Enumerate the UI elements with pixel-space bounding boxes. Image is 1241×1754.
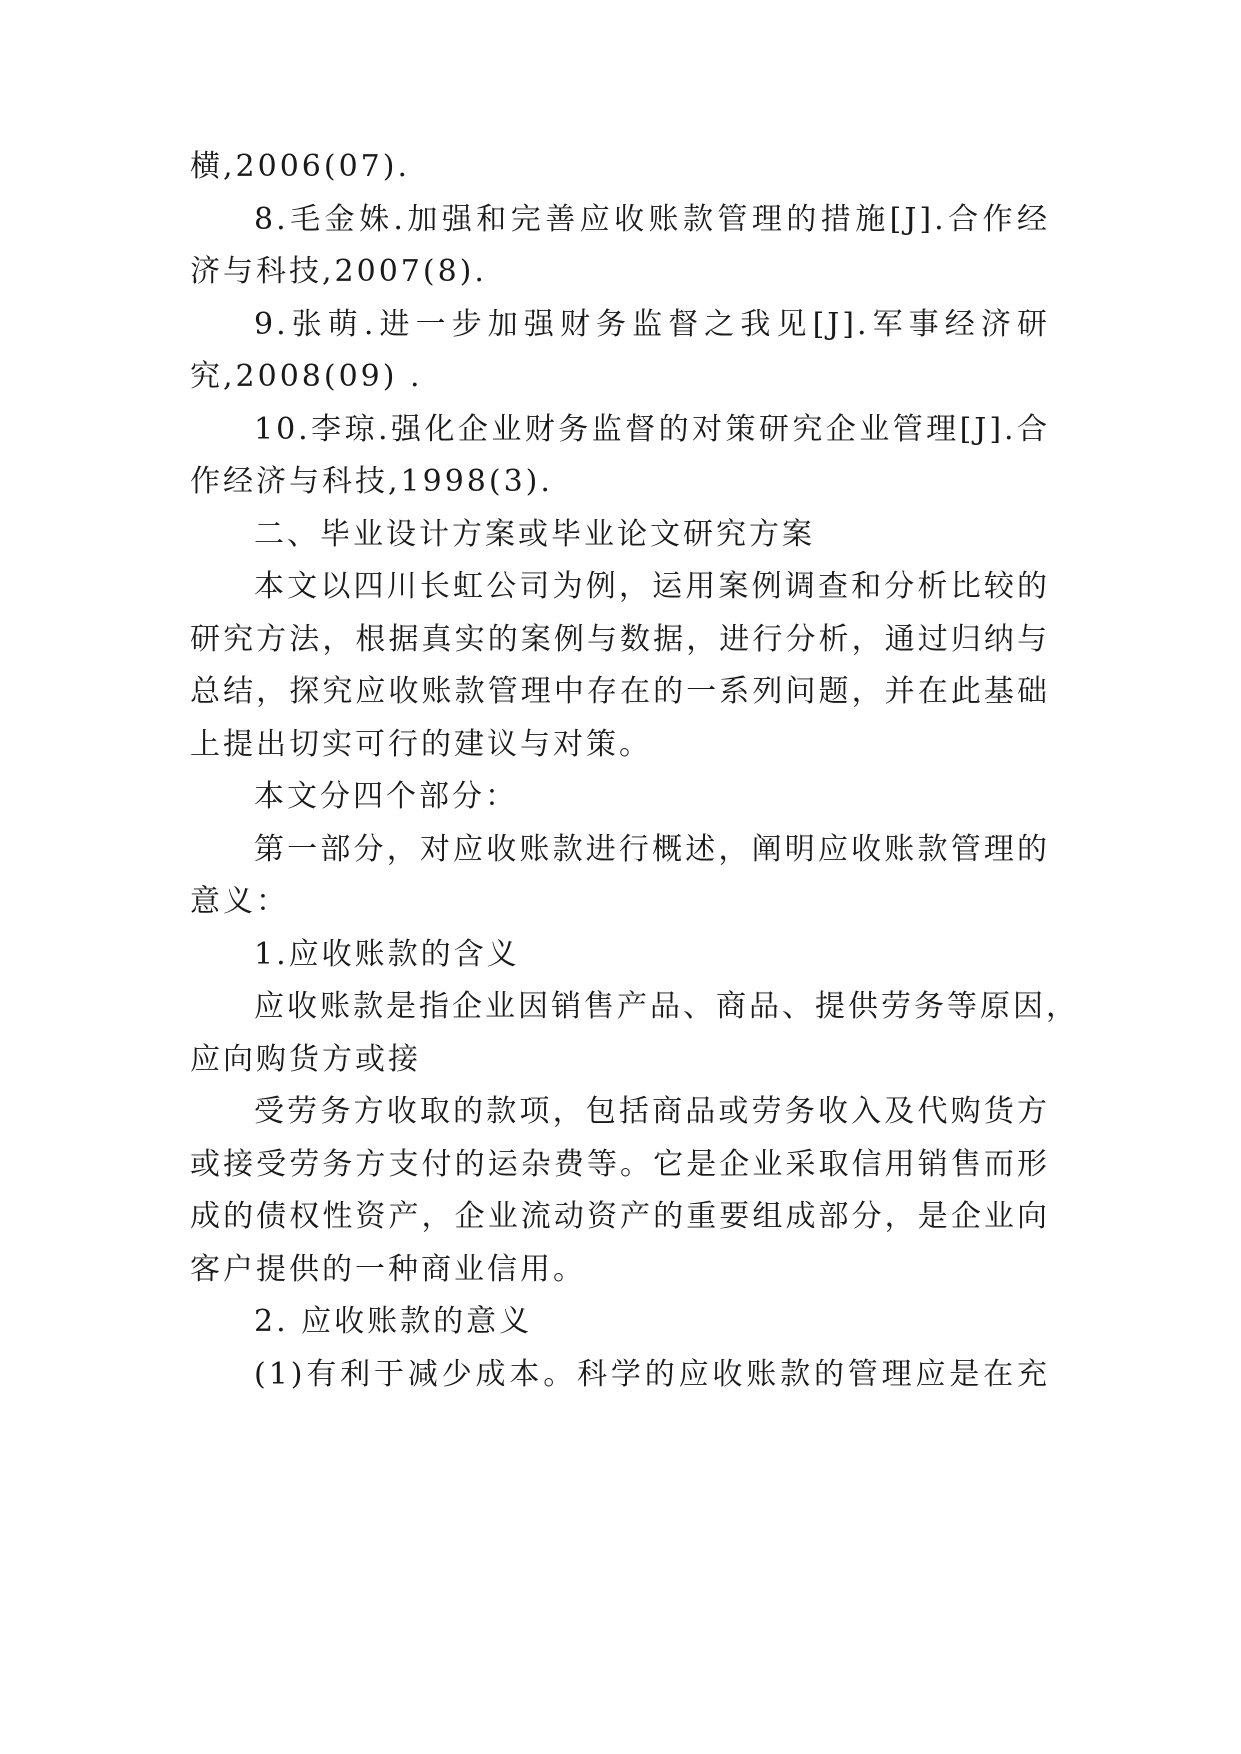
- text-line: 客户提供的一种商业信用。: [190, 1252, 586, 1287]
- text-line: 应收账款是指企业因销售产品、商品、提供劳务等原因，: [254, 989, 1079, 1024]
- text-line: 总结，探究应收账款管理中存在的一系列问题，并在此基础: [190, 674, 1050, 709]
- text-line: 应向购货方或接: [190, 1042, 421, 1077]
- text-line: 意义：: [190, 884, 289, 919]
- text-line: 济与科技,2007(8).: [190, 254, 487, 289]
- text-line: 10.李琼.强化企业财务监督的对策研究企业管理[J].合: [254, 412, 1050, 447]
- text-line: 9.张萌.进一步加强财务监督之我见[J].军事经济研: [254, 307, 1050, 342]
- text-line: (1)有利于减少成本。科学的应收账款的管理应是在充: [254, 1357, 1050, 1392]
- section-heading: 二、毕业设计方案或毕业论文研究方案: [254, 517, 815, 552]
- text-line: 作经济与科技,1998(3).: [190, 464, 553, 499]
- text-line: 究,2008(09) .: [190, 359, 423, 394]
- subsection-heading: 2. 应收账款的意义: [254, 1304, 533, 1339]
- text-line: 或接受劳务方支付的运杂费等。它是企业采取信用销售而形: [190, 1147, 1050, 1182]
- text-line: 8.毛金姝.加强和完善应收账款管理的措施[J].合作经: [254, 202, 1050, 237]
- text-line: 研究方法，根据真实的案例与数据，进行分析，通过归纳与: [190, 622, 1050, 657]
- text-line: 上提出切实可行的建议与对策。: [190, 727, 652, 762]
- text-line: 第一部分，对应收账款进行概述，阐明应收账款管理的: [254, 832, 1050, 867]
- text-line: 受劳务方收取的款项，包括商品或劳务收入及代购货方: [254, 1094, 1050, 1129]
- text-line: 本文以四川长虹公司为例，运用案例调查和分析比较的: [254, 569, 1050, 604]
- text-line: 成的债权性资产，企业流动资产的重要组成部分，是企业向: [190, 1199, 1050, 1234]
- text-line: 本文分四个部分：: [254, 779, 518, 814]
- subsection-heading: 1.应收账款的含义: [254, 937, 520, 972]
- text-line: 横,2006(07).: [190, 149, 411, 184]
